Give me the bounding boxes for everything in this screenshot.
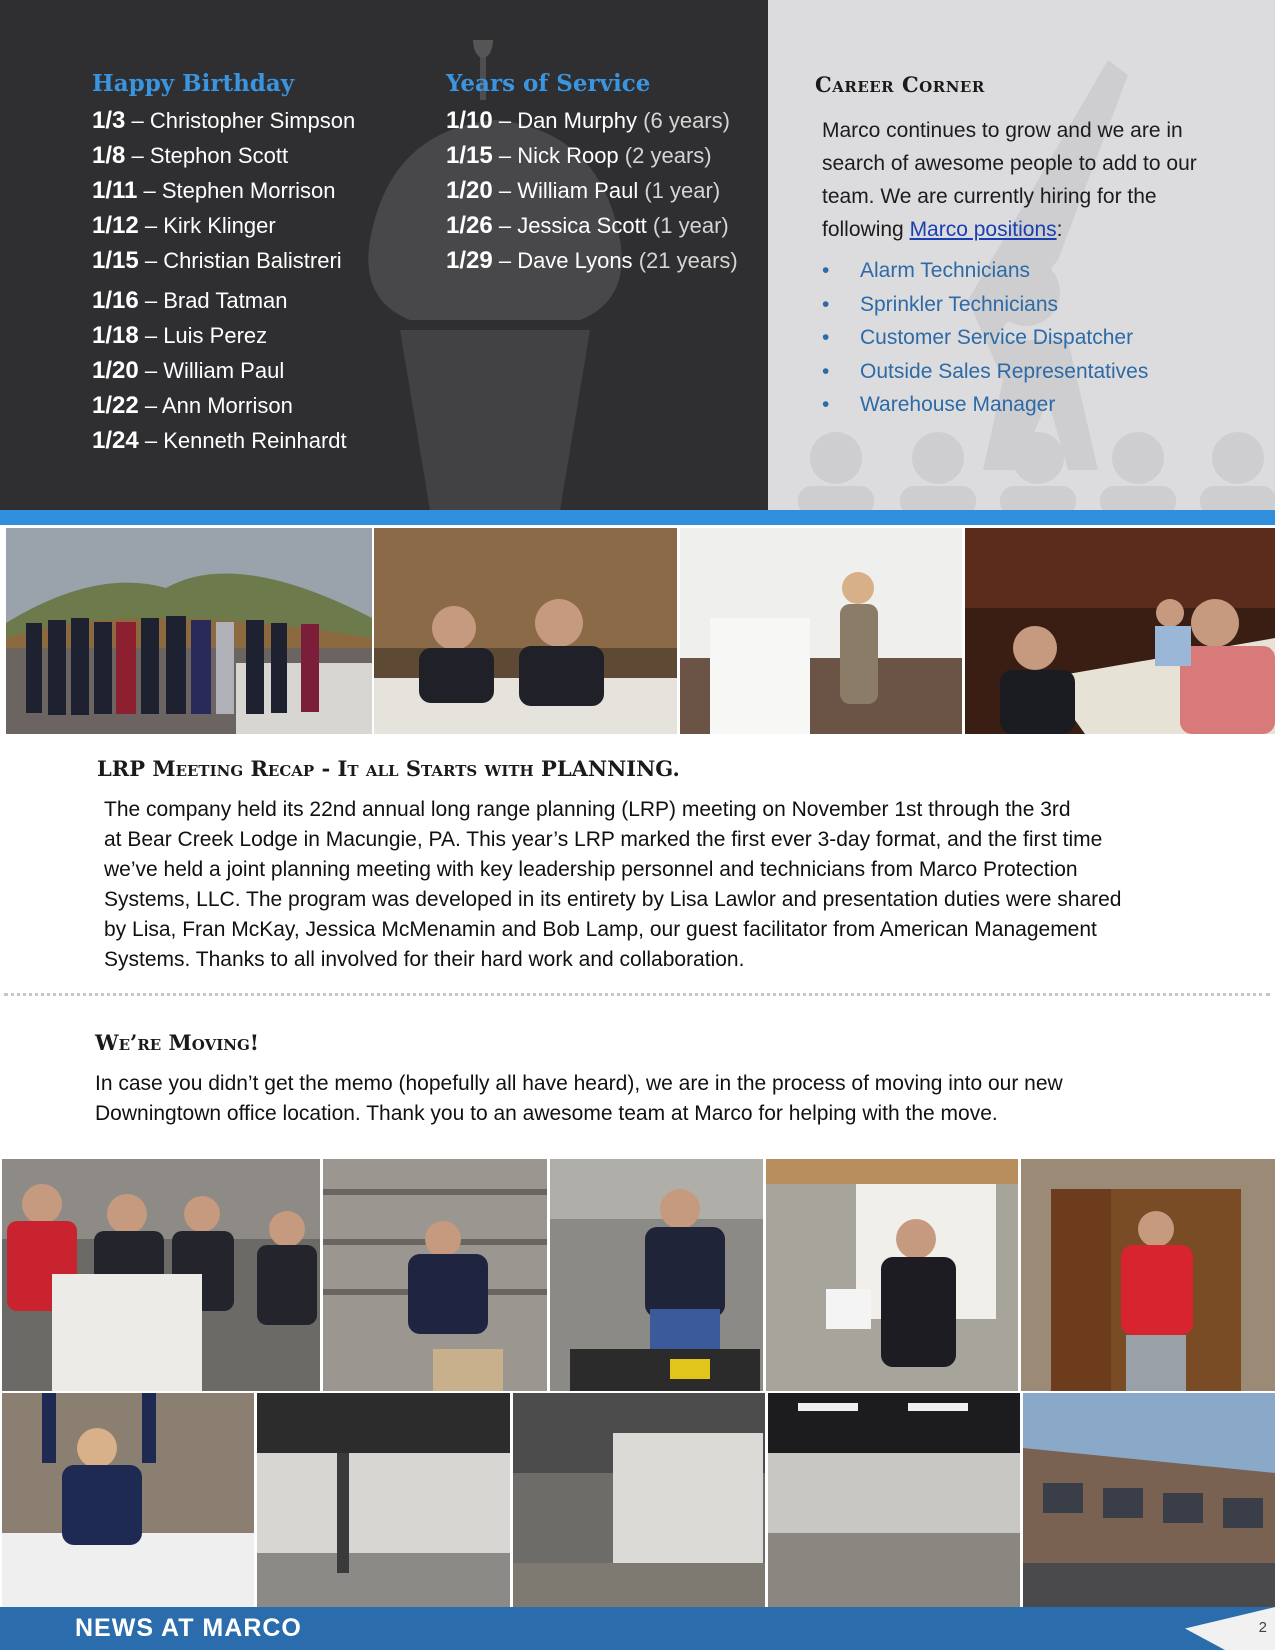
list-item: 1/12 – Kirk Klinger xyxy=(92,212,276,239)
moving-photo-1 xyxy=(2,1159,320,1391)
lrp-group-photo xyxy=(6,528,372,734)
lrp-paragraph: The company held its 22nd annual long range planning (LRP) meeting on November 1st through the 3rd at Bear Creek Lodge in Macungie, PA. This year’s LRP marked the first ever 3-day format, and the first time we’ve held a joint planning meeting with key leadership personnel and technicians from Marco Protection Systems, LLC. The program was developed in its entirety by Lisa Lawlor and presentation duties were shared by Lisa, Fran McKay, Jessica McMenamin and Bob Lamp, our guest facilitator from American Management Systems. Thanks to all involved for their hard work and collaboration. xyxy=(104,798,1122,971)
moving-building-photo xyxy=(1023,1393,1275,1607)
list-item: 1/15 – Christian Balistreri xyxy=(92,247,342,274)
service-list xyxy=(446,103,738,278)
list-item: 1/20 – William Paul (1 year) xyxy=(446,177,721,204)
list-item: 1/22 – Ann Morrison xyxy=(92,392,293,419)
list-item: 1/11 – Stephen Morrison xyxy=(92,177,336,204)
list-item: • Sprinkler Technicians xyxy=(822,292,1059,316)
list-item: 1/3 – Christopher Simpson xyxy=(92,107,356,134)
list-item: • Outside Sales Representatives xyxy=(822,359,1149,383)
list-item: • Customer Service Dispatcher xyxy=(822,326,1134,349)
moving-title: We’re Moving! xyxy=(95,1030,259,1055)
moving-warehouse-photo-2 xyxy=(513,1393,765,1607)
marco-positions-link[interactable]: Marco positions xyxy=(909,218,1057,241)
career-corner-title: Career Corner xyxy=(815,72,985,97)
page-footer xyxy=(0,1607,1275,1650)
list-item: 1/20 – William Paul xyxy=(92,357,285,384)
moving-photo-4 xyxy=(766,1159,1018,1391)
service-title: Years of Service xyxy=(446,70,651,97)
moving-photo-2 xyxy=(323,1159,547,1391)
list-item: 1/18 – Luis Perez xyxy=(92,322,268,349)
moving-paragraph: In case you didn’t get the memo (hopefully all have heard), we are in the process of moving into our new Downingtown office location. Thank you to an awesome team at Marco for helping with the move. xyxy=(95,1072,1063,1125)
dotted-divider xyxy=(4,993,1270,996)
list-item: 1/10 – Dan Murphy (6 years) xyxy=(446,107,730,134)
celebrations-panel xyxy=(0,0,768,510)
list-item: • Warehouse Manager xyxy=(822,393,1056,416)
moving-warehouse-photo-1 xyxy=(257,1393,510,1607)
moving-photo-6 xyxy=(2,1393,254,1607)
list-item: 1/8 – Stephon Scott xyxy=(92,142,289,169)
list-item: 1/26 – Jessica Scott (1 year) xyxy=(446,212,729,239)
list-item: 1/29 – Dave Lyons (21 years) xyxy=(446,247,738,274)
moving-office-photo xyxy=(768,1393,1020,1607)
footer-title: NEWS AT MARCO xyxy=(75,1614,302,1642)
section-divider-bar xyxy=(0,510,1275,525)
positions-list xyxy=(822,254,1148,422)
birthday-title: Happy Birthday xyxy=(92,70,295,97)
lrp-title: LRP Meeting Recap - It all Starts with PLANNING. xyxy=(97,756,680,781)
page-number: 2 xyxy=(1258,1619,1267,1636)
list-item: 1/16 – Brad Tatman xyxy=(92,287,288,314)
list-item: 1/15 – Nick Roop (2 years) xyxy=(446,142,712,169)
moving-photo-5 xyxy=(1021,1159,1275,1391)
list-item: • Alarm Technicians xyxy=(822,259,1031,282)
birthday-list xyxy=(92,103,355,458)
moving-forklift-photo xyxy=(550,1159,763,1391)
lrp-meeting-photo-1 xyxy=(374,528,677,734)
lrp-dinner-photo xyxy=(965,528,1275,734)
lrp-presentation-photo xyxy=(680,528,962,734)
list-item: 1/24 – Kenneth Reinhardt xyxy=(92,427,347,454)
career-intro: Marco continues to grow and we are in search of awesome people to add to our team. We are currently hiring for the following Marco positions: xyxy=(822,119,1197,241)
